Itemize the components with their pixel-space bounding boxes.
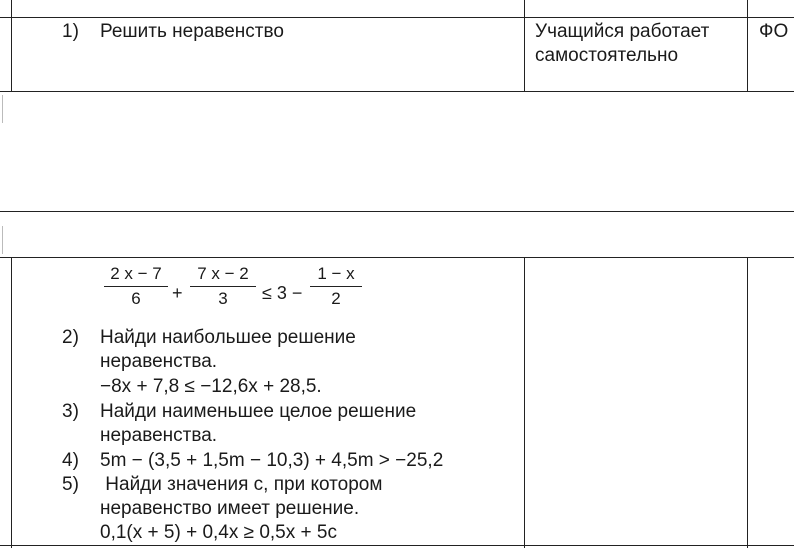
task-2-line-1: Найди наибольшее решение: [100, 327, 356, 348]
fraction-2-numerator: 7 x − 2: [197, 264, 249, 283]
table-top-border: [0, 17, 794, 18]
fraction-3-denominator: 2: [331, 289, 341, 308]
row1-bottom-border: [0, 91, 794, 92]
fraction-3: [310, 264, 362, 309]
task-2-equation: −8x + 7,8 ≤ −12,6x + 28,5.: [100, 376, 322, 397]
col-divider-2-row1: [747, 0, 748, 92]
page-break-marker-2: [2, 226, 3, 254]
task-2-line-2: неравенства.: [100, 351, 218, 372]
task-5-line-2: неравенство имеет решение.: [100, 498, 360, 519]
fraction-3-bar: [310, 286, 362, 287]
task-5-equation: 0,1(x + 5) + 0,4x ≥ 0,5x + 5c: [100, 522, 337, 543]
page-break-line: [0, 211, 794, 212]
fraction-2: [190, 264, 256, 309]
plus-sign: +: [172, 283, 183, 303]
task-number-1: 1): [62, 21, 79, 42]
fraction-3-numerator: 1 − x: [317, 264, 355, 283]
fraction-1: [104, 264, 168, 309]
fraction-1-denominator: 6: [131, 289, 141, 308]
task-number-2: 2): [62, 327, 79, 348]
task-3-line-2: неравенства.: [100, 425, 218, 446]
fraction-2-bar: [190, 286, 256, 287]
task-5-line-1: Найди значения с, при котором: [100, 474, 383, 495]
table-bottom-border: [0, 545, 794, 546]
row2-top-border: [0, 257, 794, 258]
task-3-line-1: Найди наименьшее целое решение: [100, 401, 417, 422]
task-4-equation: 5m − (3,5 + 1,5m − 10,3) + 4,5m > −25,2: [100, 450, 444, 471]
col-divider-2-row2: [747, 257, 748, 548]
fraction-1-numerator: 2 x − 7: [110, 264, 162, 283]
col-divider-1-row1: [524, 0, 525, 92]
inequality-relation: ≤ 3 −: [262, 283, 303, 303]
activity-line-2: самостоятельно: [535, 45, 679, 66]
page-break-marker-1: [2, 95, 3, 123]
assessment-label: ФО: [759, 21, 789, 42]
task-number-5: 5): [62, 474, 79, 495]
fraction-1-bar: [104, 286, 168, 287]
task-number-3: 3): [62, 401, 79, 422]
table-left-border-row1: [11, 0, 12, 92]
activity-line-1: Учащийся работает: [535, 21, 710, 42]
table-left-border-row2: [11, 257, 12, 548]
task-text-1: Решить неравенство: [100, 21, 284, 42]
task-number-4: 4): [62, 450, 79, 471]
col-divider-1-row2: [524, 257, 525, 548]
fraction-2-denominator: 3: [218, 289, 228, 308]
